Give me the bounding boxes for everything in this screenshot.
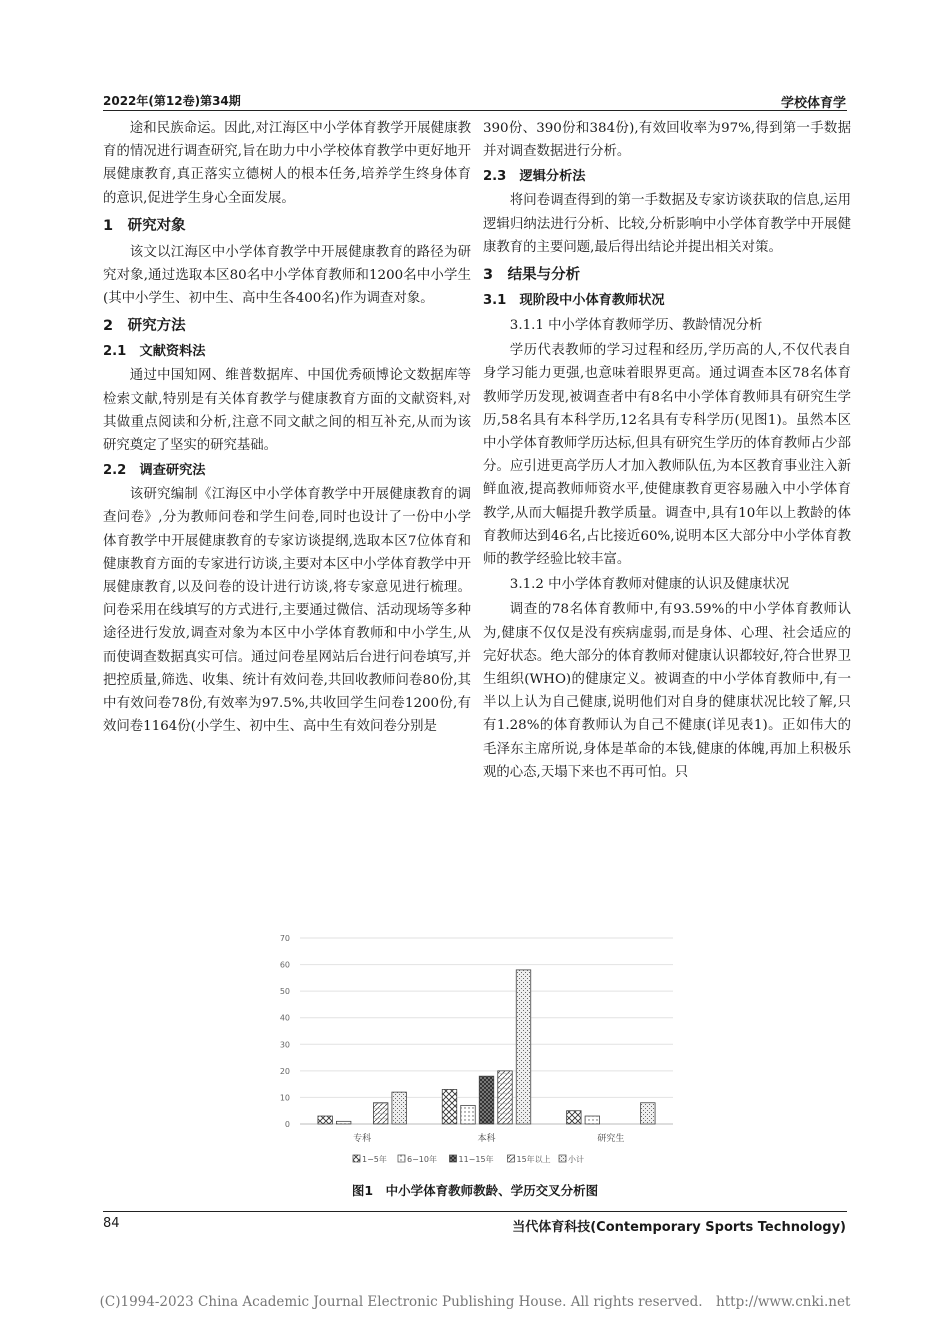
legend-swatch (398, 1155, 405, 1162)
legend-swatch (353, 1155, 360, 1162)
bar (392, 1092, 407, 1124)
legend-label: 1−5年 (362, 1155, 387, 1164)
paragraph: 该研究编制《江海区中小学体育教学中开展健康教育的调查问卷》,分为教师问卷和学生问卷,同时也设计了一份中小学体育教学中开展健康教育的专家访谈提纲,选取本区7位体育和健康教育方面的专家进行访谈,主要对本区中小学体育教学中开展健康教育,以及问卷的设计进行访谈,将专家意见进行梳理。问卷采用在线填写的方式进行,主要通过微信、活动现场等多种途径进行发放,调查对象为本区中小学体育教师和中小学生,从而使调查数据真实可信。通过问卷星网站后台进行问卷填写,并把控质量,筛选、收集、统计有效问卷,共回收教师问卷80份,其中有效问卷78份,有效率为97.5%,共收回学生问卷1200份,有效问卷1164份(小学生、初中生、高中生有效问卷分别是 (103, 487, 471, 735)
subsection-heading: 2.3 逻辑分析法 (483, 169, 586, 185)
y-tick-label: 50 (279, 987, 290, 997)
paragraph: 调查的78名体育教师中,有93.59%的中小学体育教师认为,健康不仅仅是没有疾病虚弱,而是身体、心理、社会适应的完好状态。绝大部分的体育教师对健康认识都较好,符合世界卫生组织(WHO)的健康定义。被调查的中小学体育教师中,有一半以上认为自己健康,说明他们对自身的健康状况比较了解,只有1.28%的体育教师认为自己不健康(详见表1)。正如伟大的毛泽东主席所说,身体是革命的本钱,健康的体魄,再加上积极乐观的心态,天塌下来也不再可怕。只 (483, 602, 851, 780)
bar (461, 1105, 476, 1124)
subsubsection-heading: 3.1.1 中小学体育教师学历、教龄情况分析 (509, 318, 763, 334)
y-tick-label: 70 (279, 934, 290, 943)
section-heading: 1 研究对象 (103, 217, 186, 234)
paragraph: 该文以江海区中小学体育教学中开展健康教育的路径为研究对象,通过选取本区80名中小学体育教师和1200名中小学生(其中小学生、初中生、高中生各400名)作为调查对象。 (103, 244, 471, 307)
subsection-heading: 3.1 现阶段中小体育教师状况 (483, 293, 665, 309)
paragraph: 途和民族命运。因此,对江海区中小学体育教学开展健康教育的情况进行调查研究,旨在助力中小学校体育教学中更好地开展健康教育,真正落实立德树人的根本任务,培养学生终身体育的意识,促进学生身心全面发展。 (103, 121, 471, 206)
bar (318, 1116, 333, 1124)
subsection-heading: 2.2 调查研究法 (103, 463, 206, 479)
bar (641, 1103, 656, 1124)
paragraph: 390份、390份和384份),有效回收率为97%,得到第一手数据并对调查数据进行分析。 (483, 121, 851, 160)
x-tick-label: 本科 (477, 1134, 496, 1144)
bar (336, 1121, 351, 1124)
bar (442, 1089, 457, 1124)
y-tick-label: 30 (279, 1040, 290, 1050)
y-tick-label: 40 (279, 1013, 290, 1023)
y-tick-label: 10 (279, 1093, 290, 1103)
x-tick-label: 专科 (353, 1134, 372, 1144)
copyright-notice: (C)1994-2023 China Academic Journal Electronic Publishing House. All rights reserved. http://www.cnki.net (99, 1294, 851, 1310)
bar (479, 1076, 494, 1124)
bar (585, 1116, 600, 1124)
journal-name: 当代体育科技(Contemporary Sports Technology) (512, 1220, 846, 1235)
legend-label: 11−15年 (458, 1155, 494, 1164)
legend-label: 6−10年 (407, 1155, 437, 1164)
issue-label: 2022年(第12卷)第34期 (103, 94, 241, 108)
header-rule (103, 110, 847, 111)
bar (516, 970, 531, 1124)
footer-rule (103, 1211, 847, 1212)
figure-caption: 图1 中小学体育教师教龄、学历交叉分析图 (351, 1183, 599, 1198)
y-tick-label: 0 (284, 1120, 290, 1129)
legend-label: 小计 (568, 1155, 584, 1164)
bar (498, 1071, 513, 1124)
y-tick-label: 60 (279, 960, 290, 970)
section-heading: 2 研究方法 (103, 318, 186, 335)
left-column (103, 117, 471, 738)
bar (373, 1103, 388, 1124)
legend-swatch (508, 1155, 515, 1162)
paragraph: 将问卷调查得到的第一手数据及专家访谈获取的信息,运用逻辑归纳法进行分析、比较,分析影响中小学体育教学中开展健康教育的主要问题,最后得出结论并提出相关对策。 (483, 193, 851, 255)
paragraph: 学历代表教师的学习过程和经历,学历高的人,不仅代表自身学习能力更强,也意味着眼界更高。通过调查本区78名体育教师学历发现,被调查者中有8名中小学体育教师具有研究生学历,58名具有本科学历,12名具有专科学历(见图1)。虽然本区中小学体育教师学历达标,但具有研究生学历的体育教师占少部分。应引进更高学历人才加入教师队伍,为本区教育事业注入新鲜血液,提高教师师资水平,使健康教育更容易融入中小学体育教学,从而大幅提升教学质量。调查中,具有10年以上教龄的体育教师达到46名,占比接近60%,说明本区大部分中小学体育教师的教学经验比较丰富。 (483, 343, 851, 568)
paragraph: 通过中国知网、维普数据库、中国优秀硕博论文数据库等检索文献,特别是有关体育教学与健康教育方面的文献资料,对其做重点阅读和分析,注意不同文献之间的相互补充,从而为该研究奠定了坚实的研究基础。 (103, 368, 471, 454)
right-column (483, 117, 851, 784)
section-heading: 3 结果与分析 (483, 267, 581, 284)
journal-section: 学校体育学 (780, 96, 846, 111)
page-number: 84 (103, 1216, 120, 1231)
legend-swatch (559, 1155, 566, 1162)
subsubsection-heading: 3.1.2 中小学体育教师对健康的认识及健康状况 (509, 577, 790, 593)
bar (567, 1111, 582, 1124)
bar-chart (275, 926, 675, 1178)
subsection-heading: 2.1 文献资料法 (103, 344, 206, 360)
legend-swatch (450, 1155, 457, 1162)
x-tick-label: 研究生 (597, 1134, 625, 1144)
legend-label: 15年以上 (516, 1155, 551, 1164)
y-tick-label: 20 (279, 1066, 290, 1076)
